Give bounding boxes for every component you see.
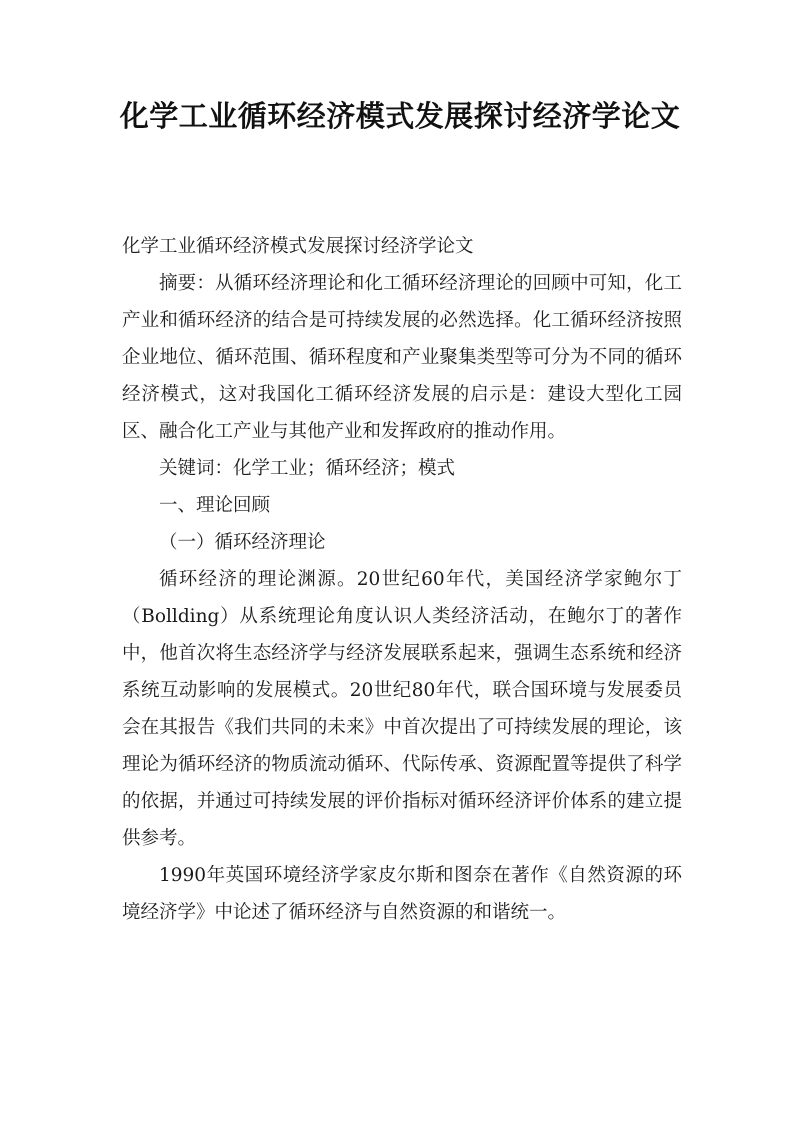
keywords-paragraph: 关键词：化学工业；循环经济；模式 xyxy=(159,458,456,479)
document-body xyxy=(122,228,682,931)
abstract-paragraph: 摘要：从循环经济理论和化工循环经济理论的回顾中可知，化工产业和循环经济的结合是可持续发展的必然选择。化工循环经济按照企业地位、循环范围、循环程度和产业聚集类型等可分为不同的循环经济模式，这对我国化工循环经济发展的启示是：建设大型化工园区、融合化工产业与其他产业和发挥政府的推动作用。 xyxy=(122,273,682,442)
document-title: 化学工业循环经济模式发展探讨经济学论文 xyxy=(119,99,681,133)
subsection-heading: （一）循环经济理论 xyxy=(159,532,326,553)
section-heading: 一、理论回顾 xyxy=(159,495,271,516)
subtitle-paragraph: 化学工业循环经济模式发展探讨经济学论文 xyxy=(122,236,474,257)
body-paragraph: 循环经济的理论渊源。20世纪60年代，美国经济学家鲍尔丁（Bollding）从系统理论角度认识人类经济活动，在鲍尔丁的著作中，他首次将生态经济学与经济发展联系起来，强调生态系统和经济系统互动影响的发展模式。20世纪80年代，联合国环境与发展委员会在其报告《我们共同的未来》中首次提出了可持续发展的理论，该理论为循环经济的物质流动循环、代际传承、资源配置等提供了科学的依据，并通过可持续发展的评价指标对循环经济评价体系的建立提供参考。 xyxy=(122,569,682,849)
body-paragraph: 1990年英国环境经济学家皮尔斯和图奈在著作《自然资源的环境经济学》中论述了循环经济与自然资源的和谐统一。 xyxy=(122,865,682,923)
